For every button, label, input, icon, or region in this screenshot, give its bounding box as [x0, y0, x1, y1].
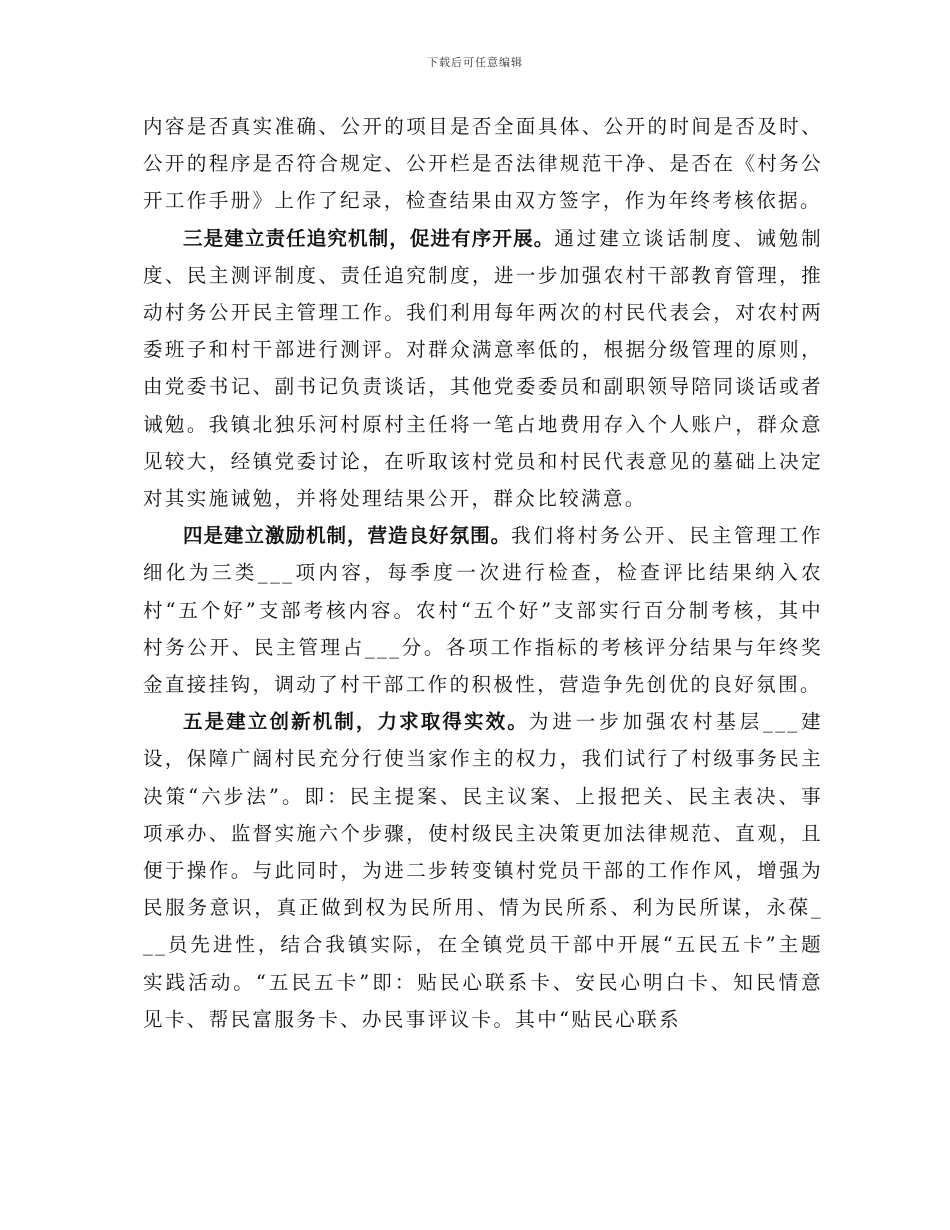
paragraph-text: 我们将村务公开、民主管理工作细化为三类___项内容，每季度一次进行检查，检查评比结果纳入农村“五个好”支部考核内容。农村“五个好”支部实行百分制考核，其中村务公开、民主管理占___分。各项工作指标的考核评分结果与年终奖金直接挂钩，调动了村干部工作的积极性，营造争先创优的良好氛围。	[143, 524, 823, 697]
paragraph-heading: 四是建立激励机制，营造良好氛围。	[182, 524, 512, 548]
paragraph-heading: 三是建立责任追究机制，促进有序开展。	[182, 226, 555, 250]
paragraph-text: 通过建立谈话制度、诫勉制度、民主测评制度、责任追究制度，进一步加强农村干部教育管理，推动村务公开民主管理工作。我们利用每年两次的村民代表会，对农村两委班子和村干部进行测评。对群众满意率低的，根据分级管理的原则，由党委书记、副书记负责谈话，其他党委委员和副职领导陪同谈话或者诫勉。我镇北独乐河村原村主任将一笔占地费用存入个人账户，群众意见较大，经镇党委讨论，在听取该村党员和村民代表意见的墓础上决定对其实施诫勉，并将处理结果公开，群众比较满意。	[143, 226, 823, 511]
paragraph-incentive	[143, 517, 823, 703]
paragraph-heading: 五是建立创新机制，力求取得实效。	[182, 710, 529, 734]
paragraph-innovation	[143, 703, 823, 1038]
paragraph-continuation	[143, 108, 823, 220]
paragraph-accountability	[143, 220, 823, 518]
paragraph-text: 内容是否真实准确、公开的项目是否全面具体、公开的时间是否及时、公开的程序是否符合规定、公开栏是否法律规范干净、是否在《村务公开工作手册》上作了纪录，检查结果由双方签字，作为年终考核依据。	[143, 115, 823, 213]
page-header: 下载后可任意编辑	[427, 56, 523, 69]
document-body	[143, 108, 823, 1038]
paragraph-text: 为进一步加强农村基层___建设，保障广阔村民充分行使当家作主的权力，我们试行了村级事务民主决策“六步法”。即：民主提案、民主议案、上报把关、民主表决、事项承办、监督实施六个步骤，使村级民主决策更加法律规范、直观，且便于操作。与此同时，为进二步转变镇村党员干部的工作作风，增强为民服务意识，真正做到权为民所用、情为民所系、利为民所谋，永葆___员先进性，结合我镇实际，在全镇党员干部中开展“五民五卡”主题实践活动。“五民五卡”即：贴民心联系卡、安民心明白卡、知民情意见卡、帮民富服务卡、办民事评议卡。其中“贴民心联系	[143, 710, 823, 1031]
